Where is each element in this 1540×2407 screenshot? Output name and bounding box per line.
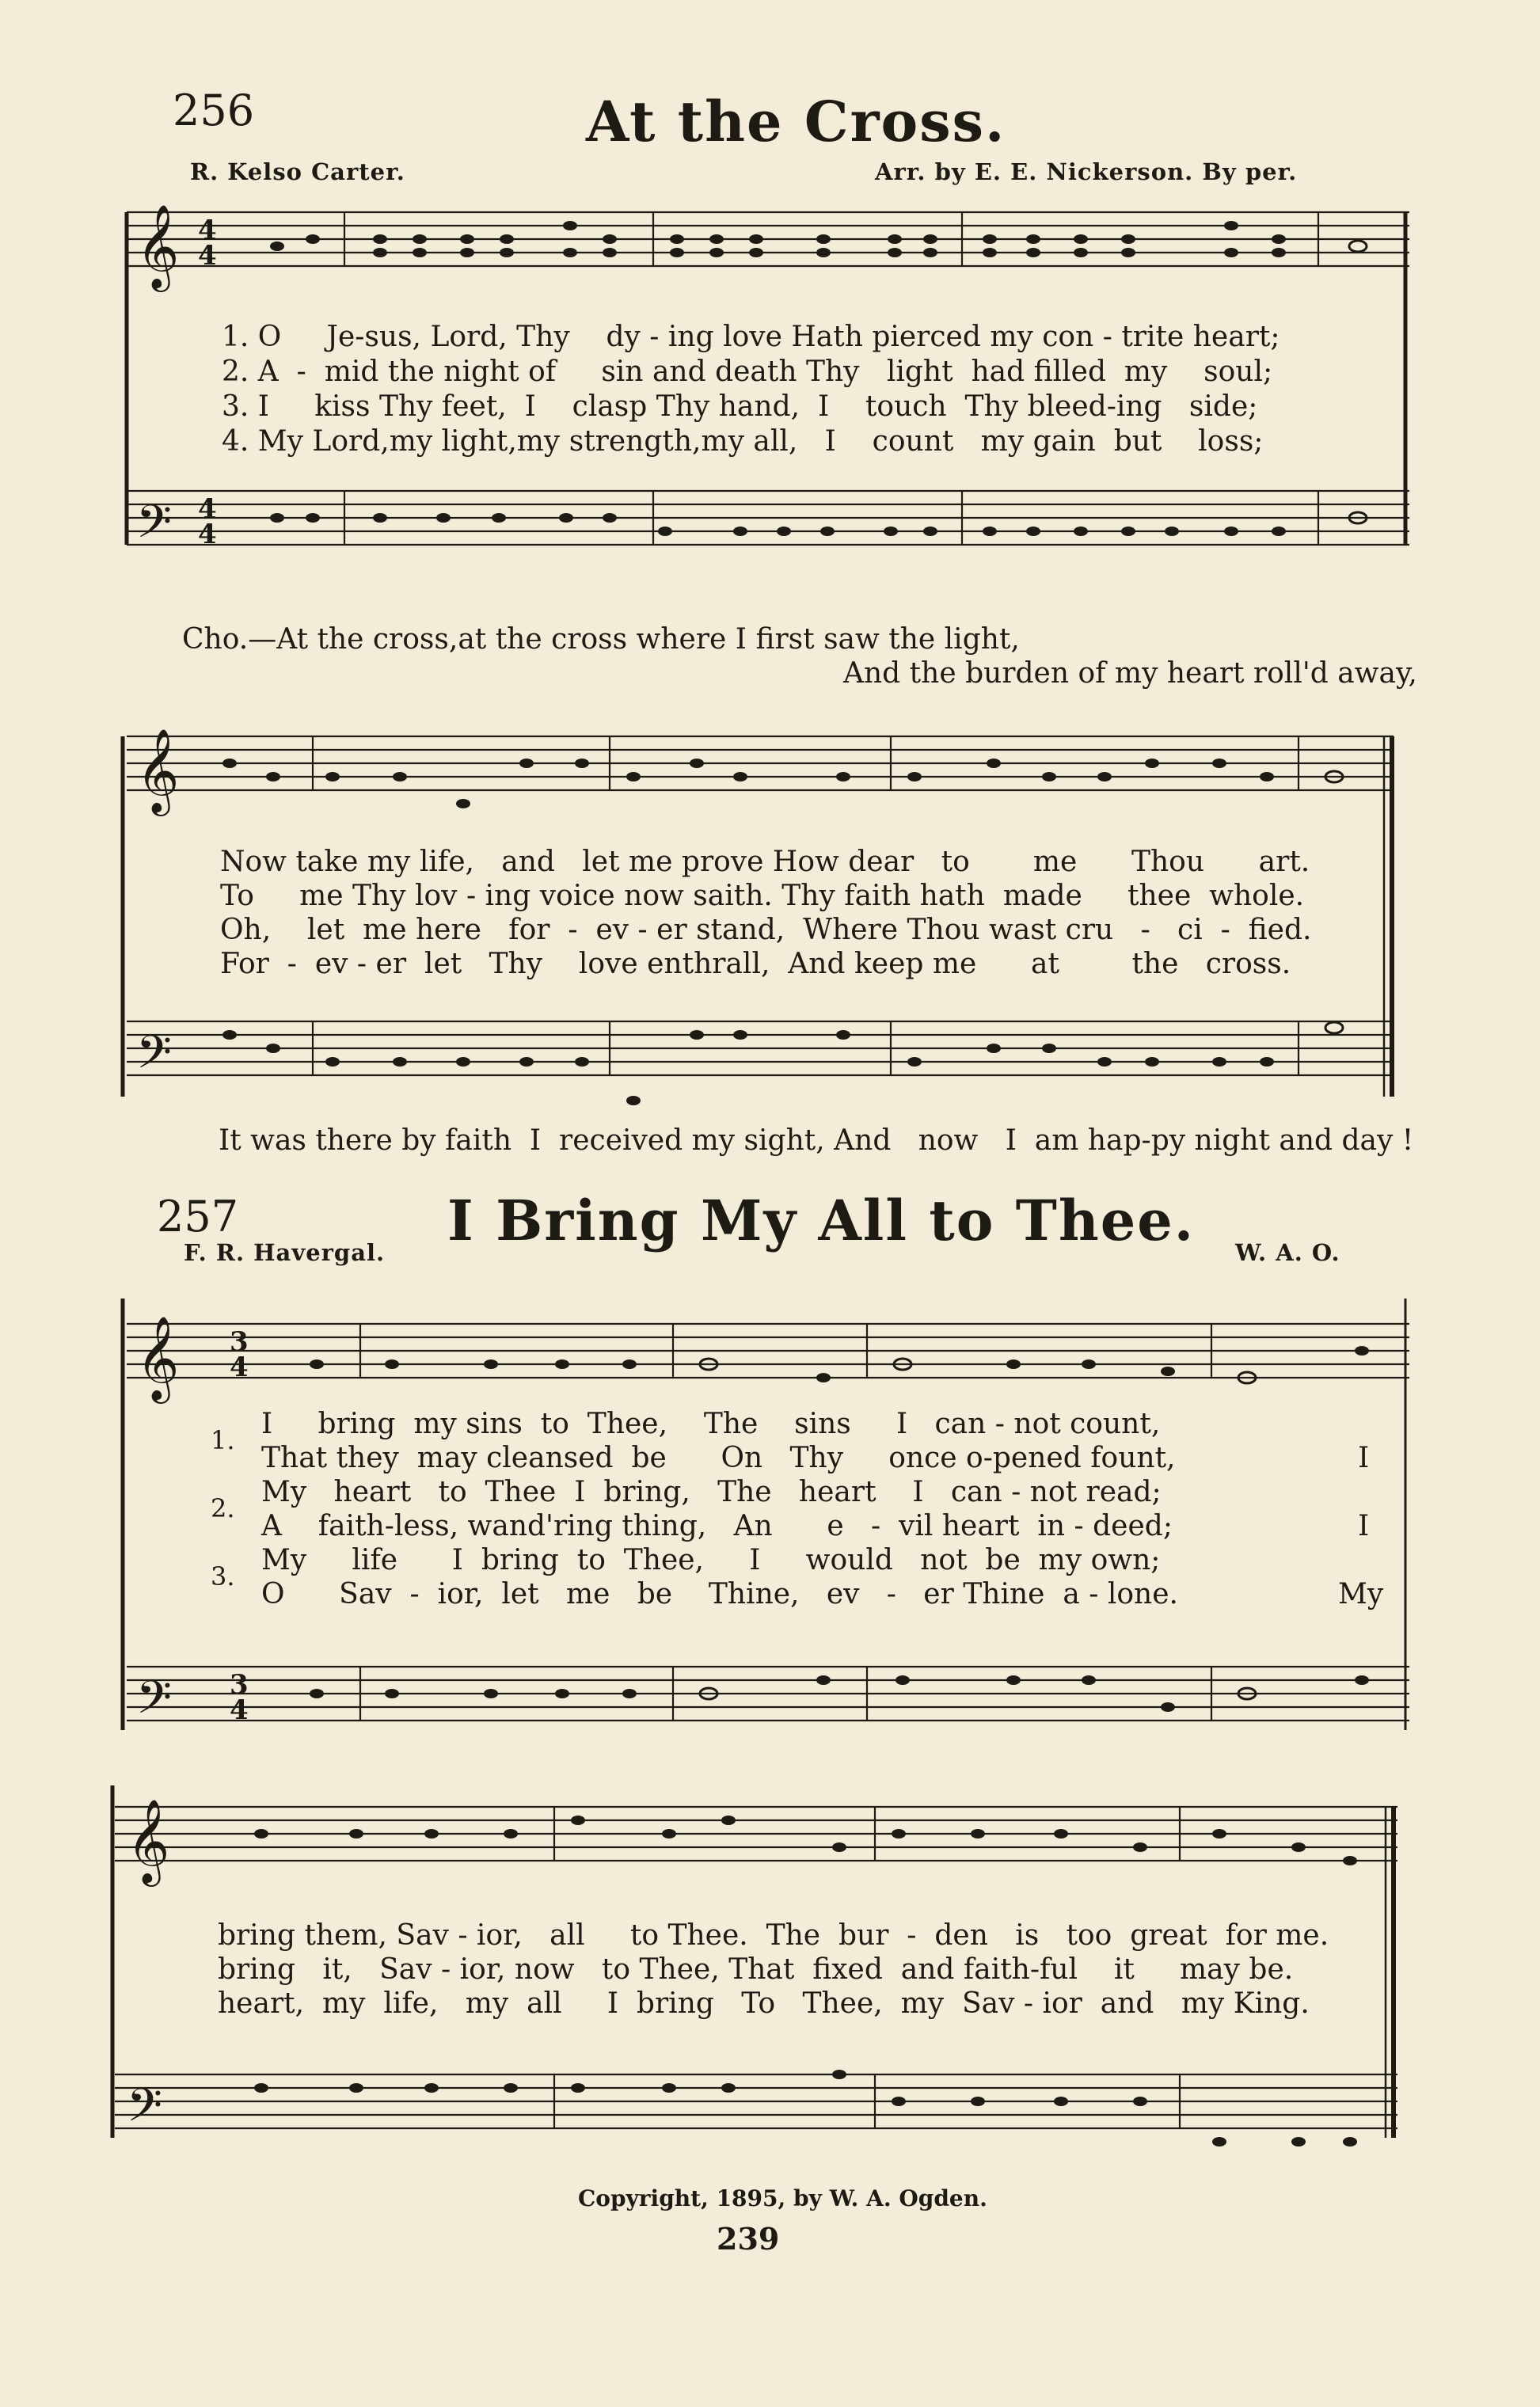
hymn-257-verse-2-line-2: A faith-less, wand'ring thing, An e - vil heart in - deed; [261,1510,1173,1542]
hymn-257-verse-1-end: I [1358,1442,1370,1474]
svg-text:3: 3 [230,1326,249,1358]
hymn-256-verse-1a: 1. O Je-sus, Lord, Thy dy - ing love Hath pierced my con - trite heart; [222,321,1280,353]
hymn-257-verse-3-end: My [1338,1578,1384,1610]
svg-text:3: 3 [230,1669,249,1701]
hymn-256-author: R. Kelso Carter. [190,158,405,185]
hymn-257-verse-1-line-2: That they may cleansed be On Thy once o-pened fount, [261,1442,1176,1474]
svg-text:𝄞: 𝄞 [127,1798,170,1883]
hymn-257-verse-3b: heart, my life, my all I bring To Thee, my Sav - ior and my King. [218,1987,1310,2020]
svg-text:𝄞: 𝄞 [136,1315,180,1400]
hymn-257-verse-1-line-1: I bring my sins to Thee, The sins I can - not count, [261,1408,1161,1440]
hymn-256-verse-2b: To me Thy lov - ing voice now saith. Thy faith hath made thee whole. [220,880,1305,912]
svg-text:𝄢: 𝄢 [127,2078,163,2143]
svg-text:𝄢: 𝄢 [136,1671,173,1736]
svg-text:𝄢: 𝄢 [136,1025,173,1090]
hymn-256-arranger: Arr. by E. E. Nickerson. By per. [875,158,1298,185]
hymn-256-verse-1b: Now take my life, and let me prove How dear to me Thou art. [220,846,1310,878]
svg-text:𝄢: 𝄢 [136,495,173,560]
svg-text:4: 4 [198,519,217,550]
svg-text:4: 4 [198,215,217,246]
hymn-256-verse-3b: Oh, let me here for - ev - er stand, Where Thou wast cru - ci - fied. [220,914,1312,946]
page-number: 239 [717,2221,780,2257]
hymn-257-verse-1b: bring them, Sav - ior, all to Thee. The bur - den is too great for me. [218,1919,1329,1952]
hymn-256-chorus-line-2: And the burden of my heart roll'd away, [843,657,1417,690]
svg-text:𝄞: 𝄞 [136,203,180,288]
hymn-257-title: I Bring My All to Thee. [447,1188,1196,1253]
hymn-257-author: F. R. Havergal. [184,1239,386,1266]
hymn-257-verse-label-3: 3. [211,1561,235,1591]
hymn-257-verse-label-1: 1. [211,1425,235,1455]
copyright-notice: Copyright, 1895, by W. A. Ogden. [578,2185,987,2211]
svg-text:4: 4 [230,1352,249,1383]
hymn-257-composer: W. A. O. [1235,1239,1340,1266]
hymn-256-verse-4b: For - ev - er let Thy love enthrall, And keep me at the cross. [220,948,1291,980]
hymn-256-number: 256 [173,86,255,135]
svg-text:4: 4 [198,240,217,272]
svg-text:𝄞: 𝄞 [136,728,180,812]
hymn-256-chorus-line-3: It was there by faith I received my sight, And now I am hap-py night and day ! [219,1124,1414,1157]
hymn-257-number: 257 [157,1192,239,1242]
hymn-257-verse-2-line-1: My heart to Thee I bring, The heart I can - not read; [261,1476,1162,1508]
hymn-257-verse-3-line-2: O Sav - ior, let me be Thine, ev - er Thine a - lone. [261,1578,1178,1610]
svg-text:4: 4 [230,1694,249,1726]
svg-text:4: 4 [198,493,217,525]
hymn-256-chorus-line-1: Cho.—At the cross,at the cross where I first saw the light, [182,623,1020,656]
hymn-256-verse-2a: 2. A - mid the night of sin and death Thy light had filled my soul; [222,356,1273,388]
hymn-256-title: At the Cross. [586,89,1006,154]
hymn-257-verse-2-end: I [1358,1510,1370,1542]
hymn-257-verse-3-line-1: My life I bring to Thee, I would not be my own; [261,1544,1161,1576]
hymn-257-verse-label-2: 2. [211,1493,235,1523]
hymn-256-verse-4a: 4. My Lord,my light,my strength,my all, I count my gain but loss; [222,425,1264,458]
hymn-257-verse-2b: bring it, Sav - ior, now to Thee, That fixed and faith-ful it may be. [218,1953,1294,1986]
hymn-256-verse-3a: 3. I kiss Thy feet, I clasp Thy hand, I touch Thy bleed-ing side; [222,390,1258,423]
